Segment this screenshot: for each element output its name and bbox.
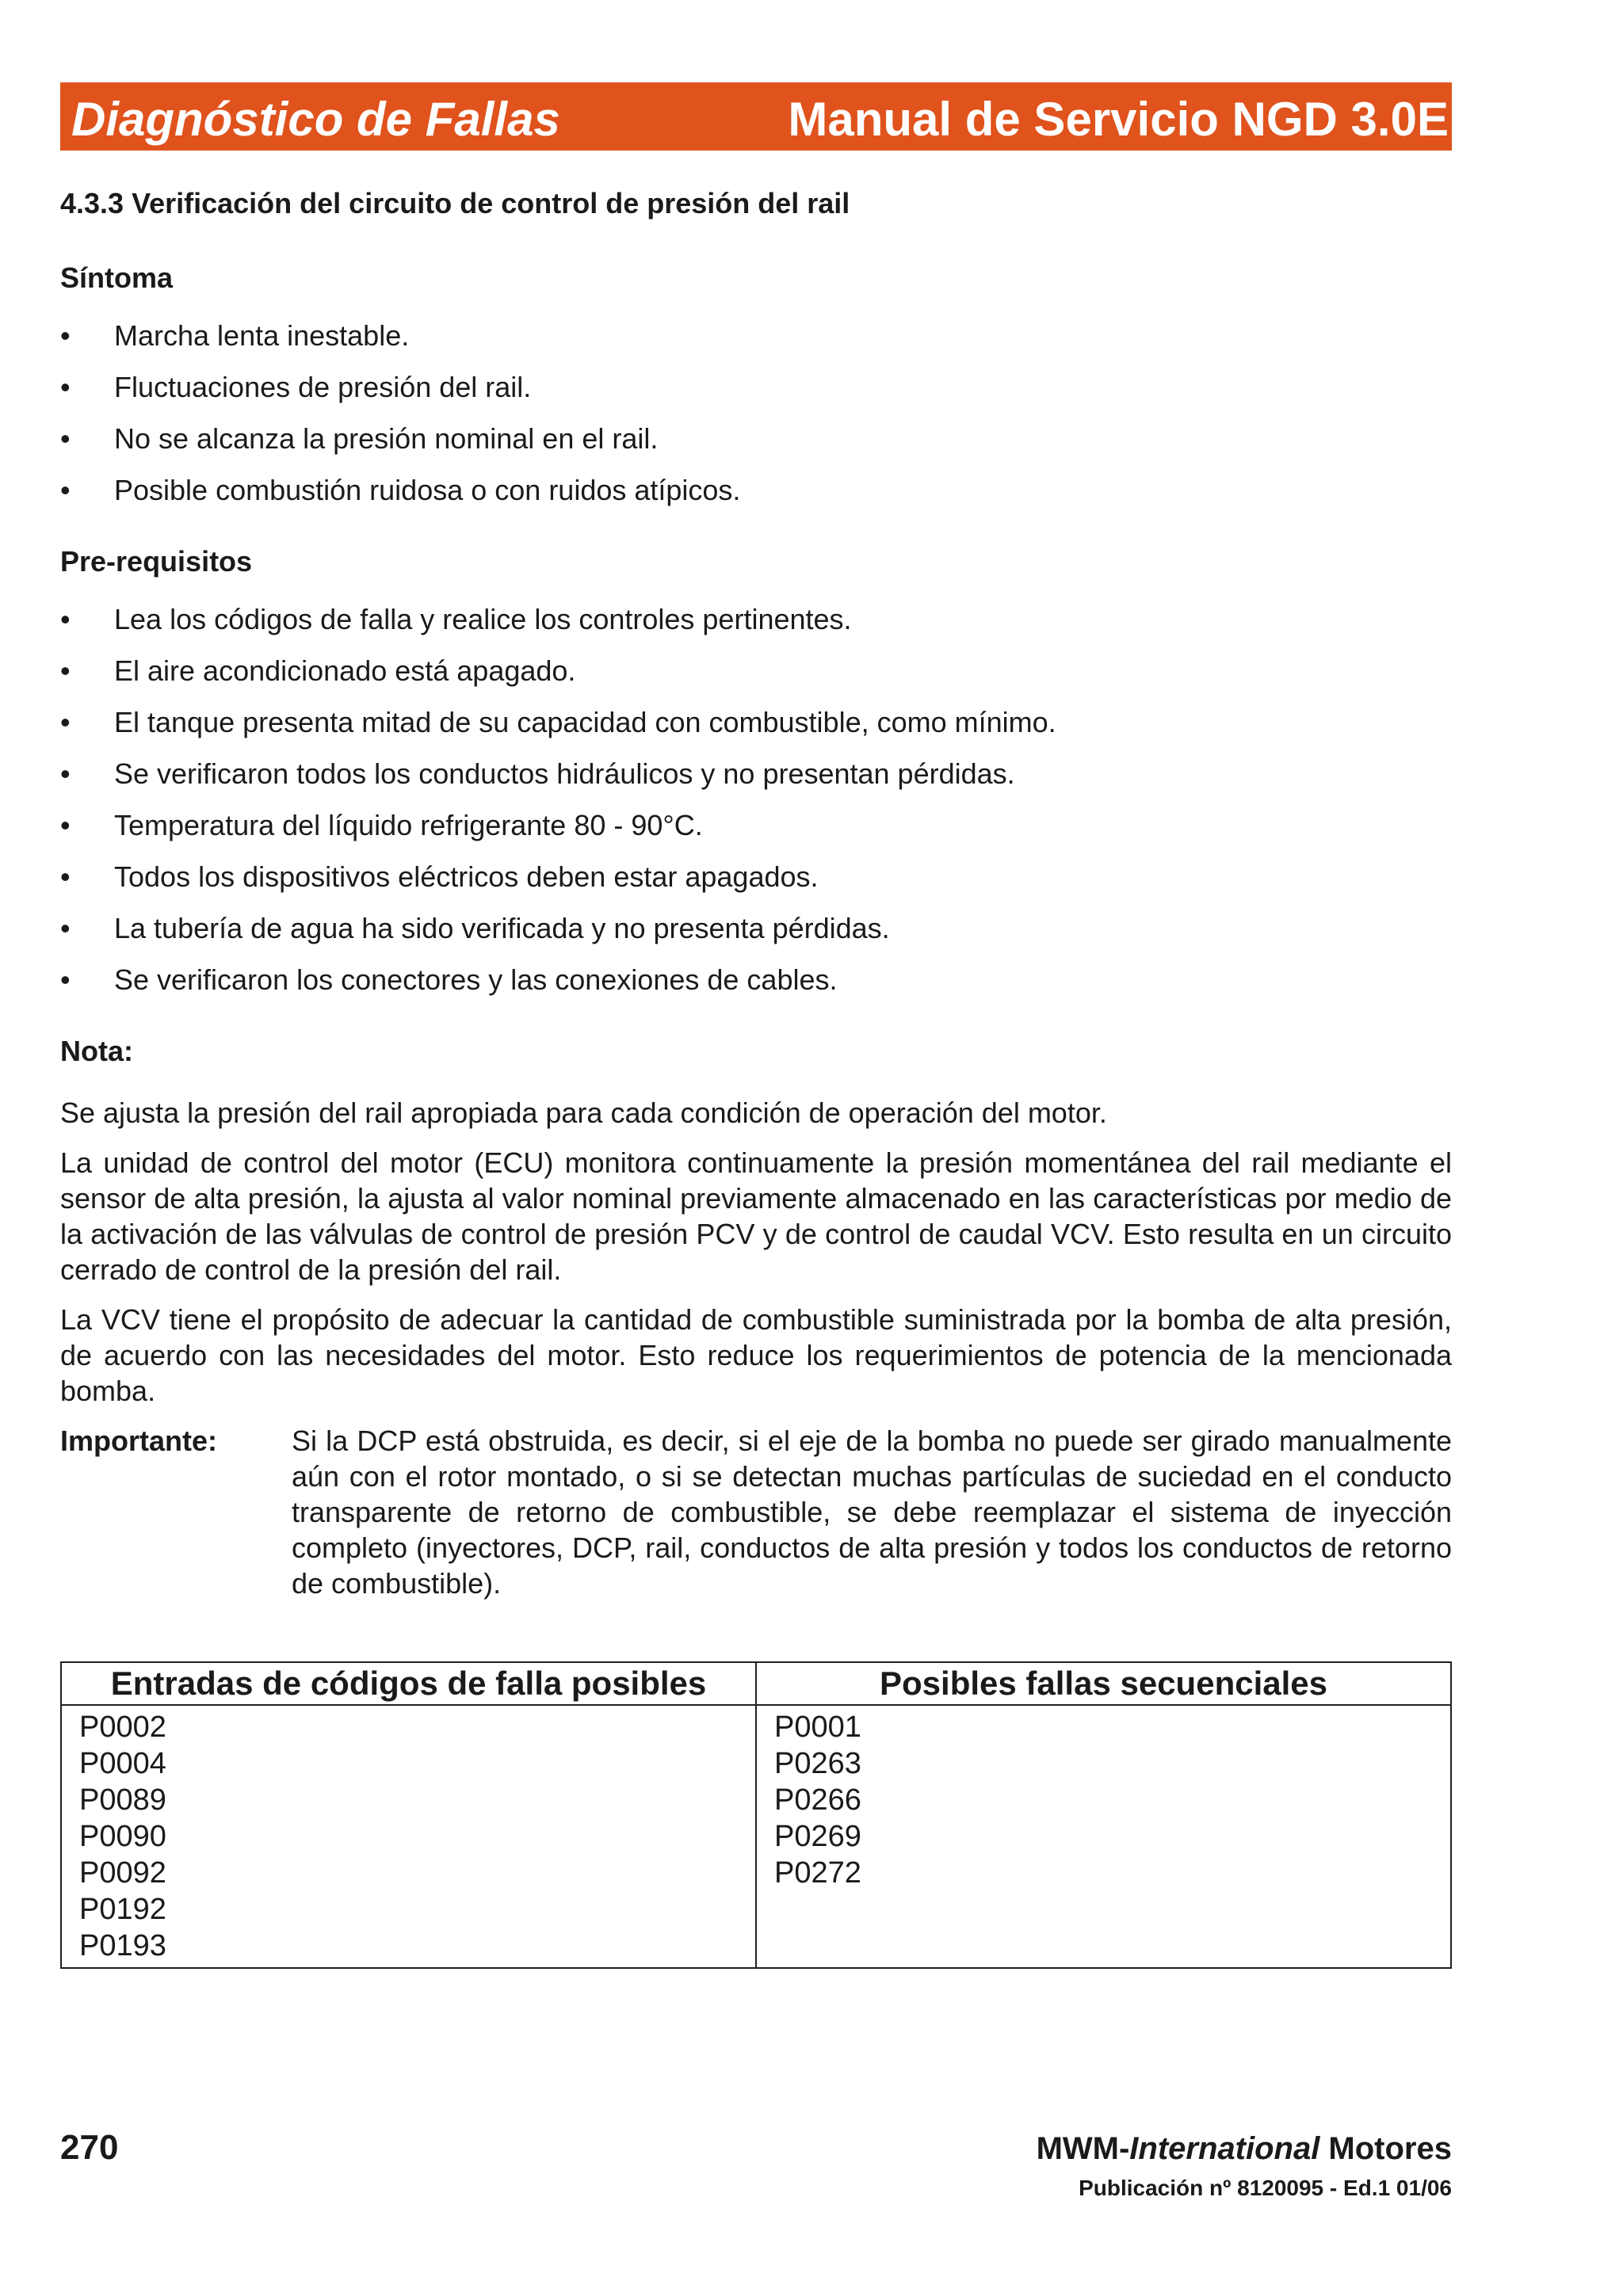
fault-code: P0193 — [79, 1929, 166, 1962]
bullet: • — [60, 319, 71, 352]
note-paragraph: Se ajusta la presión del rail apropiada para cada condición de operación del motor. — [60, 1097, 1107, 1129]
chapter-title: Diagnóstico de Fallas — [71, 92, 560, 146]
footer-brand: MWM-International Motores — [1036, 2131, 1452, 2166]
table-header-row — [61, 1662, 1451, 1705]
fault-code: P0263 — [774, 1747, 861, 1780]
manual-title: Manual de Servicio NGD 3.0E — [788, 92, 1449, 146]
note-paragraph: La unidad de control del motor (ECU) monitora continuamente la presión momentánea del rail mediante el sensor de alta presión, la ajusta al valor nominal previamente almacenado en las características por medio de la activación de las válvulas de control de presión PCV y de control de caudal VCV. Esto resulta en un circuito cerrado de control de la presión del rail. — [60, 1146, 1452, 1286]
bullet: • — [60, 371, 71, 403]
list-item: • Se verificaron todos los conductos hidráulicos y no presentan pérdidas. — [60, 757, 1015, 790]
list-item: • Fluctuaciones de presión del rail. — [60, 371, 532, 403]
bullet: • — [60, 603, 71, 635]
sequential-codes-cell — [756, 1705, 1451, 1968]
column-header-inputs: Entradas de códigos de falla posibles — [61, 1662, 756, 1705]
list-item: • La tubería de agua ha sido verificada y no presenta pérdidas. — [60, 912, 890, 944]
page-content — [60, 187, 1452, 1601]
table-row — [61, 1705, 1451, 1968]
bullet: • — [60, 422, 71, 455]
bullet: • — [60, 654, 71, 687]
publication-info: Publicación nº 8120095 - Ed.1 01/06 — [1079, 2176, 1452, 2200]
fault-code: P0092 — [79, 1856, 166, 1890]
bullet: • — [60, 757, 71, 790]
fault-code: P0002 — [79, 1711, 166, 1744]
prerequisites-heading: Pre-requisitos — [60, 545, 253, 578]
fault-code: P0266 — [774, 1783, 861, 1817]
note-heading: Nota: — [60, 1035, 133, 1067]
bullet: • — [60, 860, 71, 893]
fault-code: P0001 — [774, 1711, 861, 1744]
fault-code: P0090 — [79, 1820, 166, 1853]
bullet: • — [60, 809, 71, 841]
page-number: 270 — [60, 2128, 119, 2167]
symptoms-heading: Síntoma — [60, 261, 174, 294]
bullet: • — [60, 706, 71, 738]
fault-code: P0269 — [774, 1820, 861, 1853]
bullet: • — [60, 474, 71, 506]
fault-code: P0004 — [79, 1747, 166, 1780]
fault-code: P0089 — [79, 1783, 166, 1817]
list-item: • Lea los códigos de falla y realice los controles pertinentes. — [60, 603, 852, 635]
fault-code: P0272 — [774, 1856, 861, 1890]
important-label: Importante: — [60, 1425, 217, 1457]
list-item: • Todos los dispositivos eléctricos deben estar apagados. — [60, 860, 819, 893]
prerequisites-list — [60, 602, 1452, 997]
column-header-sequential: Posibles fallas secuenciales — [756, 1662, 1451, 1705]
list-item: • Temperatura del líquido refrigerante 80 - 90°C. — [60, 809, 703, 841]
important-text: Si la DCP está obstruida, es decir, si el eje de la bomba no puede ser girado manualmente aún con el rotor montado, o si se detectan muchas partículas de suciedad en el conducto transparente de retorno de combustible, se debe reemplazar el sistema de inyección completo (inyectores, DCP, rail, conductos de alta presión y todos los conductos de retorno de combustible). — [292, 1425, 1452, 1600]
list-item: • No se alcanza la presión nominal en el rail. — [60, 422, 659, 455]
important-note — [60, 1423, 1452, 1601]
fault-code: P0192 — [79, 1893, 166, 1926]
list-item: • Posible combustión ruidosa o con ruidos atípicos. — [60, 474, 741, 506]
fault-codes-table — [60, 1661, 1452, 1969]
list-item: • El aire acondicionado está apagado. — [60, 654, 576, 687]
input-codes-cell — [61, 1705, 756, 1968]
symptoms-list — [60, 318, 1452, 507]
note-paragraph: La VCV tiene el propósito de adecuar la cantidad de combustible suministrada por la bomba de alta presión, de acuerdo con las necesidades del motor. Esto reduce los requerimientos de potencia de la mencionada bomba. — [60, 1303, 1452, 1407]
section-title: 4.3.3 Verificación del circuito de control de presión del rail — [60, 187, 850, 219]
list-item: • Marcha lenta inestable. — [60, 319, 410, 352]
bullet: • — [60, 912, 71, 944]
bullet: • — [60, 963, 71, 996]
list-item: • El tanque presenta mitad de su capacidad con combustible, como mínimo. — [60, 706, 1056, 738]
list-item: • Se verificaron los conectores y las conexiones de cables. — [60, 963, 838, 996]
page-header-bar — [60, 82, 1452, 151]
